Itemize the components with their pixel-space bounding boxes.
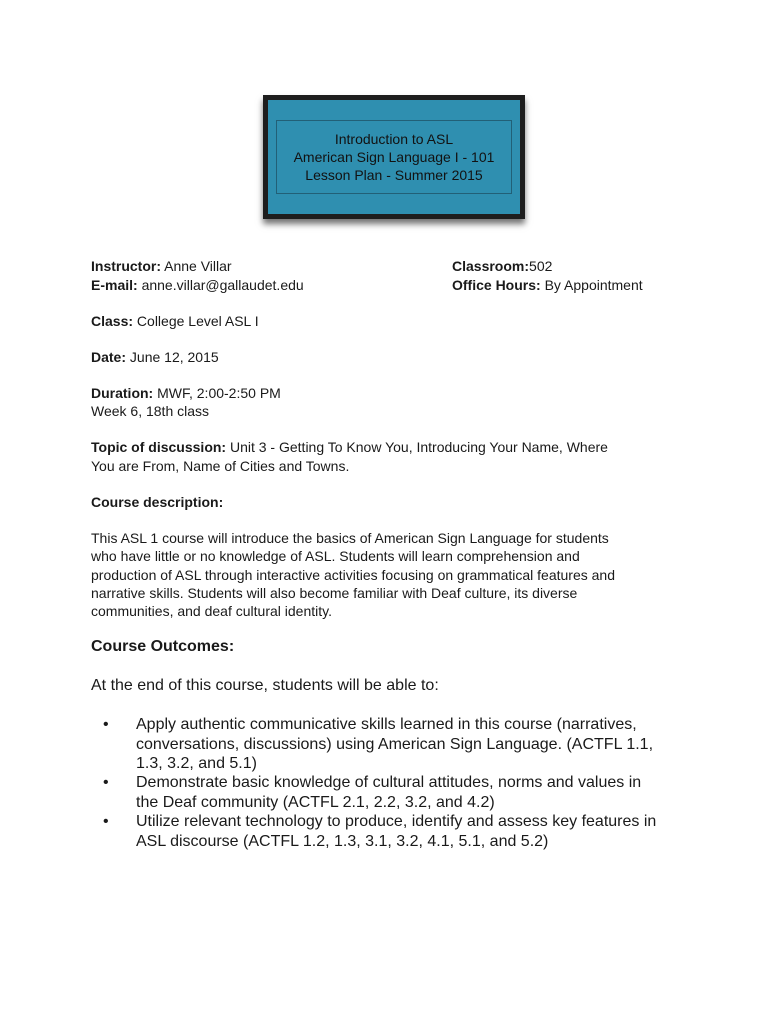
- outcome-item-2: [136, 773, 641, 812]
- outcome-line: ASL discourse (ACTFL 1.2, 1.3, 3.1, 3.2, 4.1, 5.1, and 5.2): [136, 832, 549, 850]
- course-subtitle: American Sign Language I - 101: [293, 149, 495, 165]
- email-row: [91, 276, 304, 294]
- title-inner-frame: [276, 120, 512, 194]
- outcome-item-3: [136, 812, 656, 851]
- topic-value-line2: You are From, Name of Cities and Towns.: [91, 458, 350, 474]
- instructor-row: [91, 257, 232, 275]
- outcome-line: Utilize relevant technology to produce, identify and assess key features in: [136, 813, 657, 830]
- instructor-label: Instructor:: [91, 258, 161, 274]
- outcome-line: the Deaf community (ACTFL 2.1, 2.2, 3.2, and 4.2): [136, 793, 495, 811]
- course-outcomes-heading: Course Outcomes:: [91, 638, 235, 655]
- course-description-paragraph: [91, 529, 615, 620]
- description-line: This ASL 1 course will introduce the basics of American Sign Language for students: [91, 530, 609, 546]
- outcomes-intro: At the end of this course, students will be able to:: [91, 677, 439, 694]
- duration-value: MWF, 2:00-2:50 PM: [157, 385, 281, 401]
- description-line: production of ASL through interactive activities focusing on grammatical features and: [91, 566, 615, 583]
- outcome-line: 1.3, 3.2, and 5.1): [136, 755, 257, 772]
- course-description-heading: Course description:: [91, 494, 224, 510]
- outcome-item-1: [136, 715, 653, 774]
- classroom-value: 502: [529, 258, 553, 274]
- lesson-plan-label: Lesson Plan - Summer 2015: [305, 167, 483, 183]
- bullet-icon: •: [103, 774, 109, 791]
- title-box: [263, 95, 525, 219]
- duration-label: Duration:: [91, 385, 154, 401]
- topic-row: [91, 438, 608, 456]
- classroom-label: Classroom:: [452, 258, 530, 274]
- date-label: Date:: [91, 349, 127, 365]
- bullet-icon: •: [103, 716, 109, 733]
- office-hours-value: By Appointment: [544, 277, 643, 293]
- description-line: who have little or no knowledge of ASL. Students will learn comprehension and: [91, 548, 580, 565]
- class-value: College Level ASL I: [136, 313, 259, 329]
- email-label: E-mail:: [91, 277, 138, 293]
- topic-value-line1: Unit 3 - Getting To Know You, Introducing Your Name, Where: [229, 439, 608, 455]
- course-title: Introduction to ASL: [334, 131, 454, 147]
- description-line: communities, and deaf cultural identity.: [91, 603, 332, 620]
- topic-label: Topic of discussion:: [91, 439, 227, 455]
- office-hours-row: [452, 276, 643, 294]
- outcome-line: Apply authentic communicative skills learned in this course (narratives,: [136, 716, 637, 733]
- class-label: Class:: [91, 313, 134, 329]
- email-value: anne.villar@gallaudet.edu: [141, 277, 304, 293]
- class-row: [91, 312, 259, 330]
- date-row: [91, 348, 219, 366]
- bullet-icon: •: [103, 813, 109, 830]
- date-value: June 12, 2015: [129, 349, 219, 365]
- classroom-row: [452, 257, 552, 275]
- office-hours-label: Office Hours:: [452, 277, 541, 293]
- duration-row: [91, 384, 281, 402]
- outcome-line: conversations, discussions) using American Sign Language. (ACTFL 1.1,: [136, 735, 654, 753]
- description-line: narrative skills. Students will also become familiar with Deaf culture, its diverse: [91, 584, 578, 601]
- outcome-line: Demonstrate basic knowledge of cultural attitudes, norms and values in: [136, 774, 642, 791]
- duration-week-row: Week 6, 18th class: [91, 403, 210, 419]
- instructor-value: Anne Villar: [164, 258, 232, 274]
